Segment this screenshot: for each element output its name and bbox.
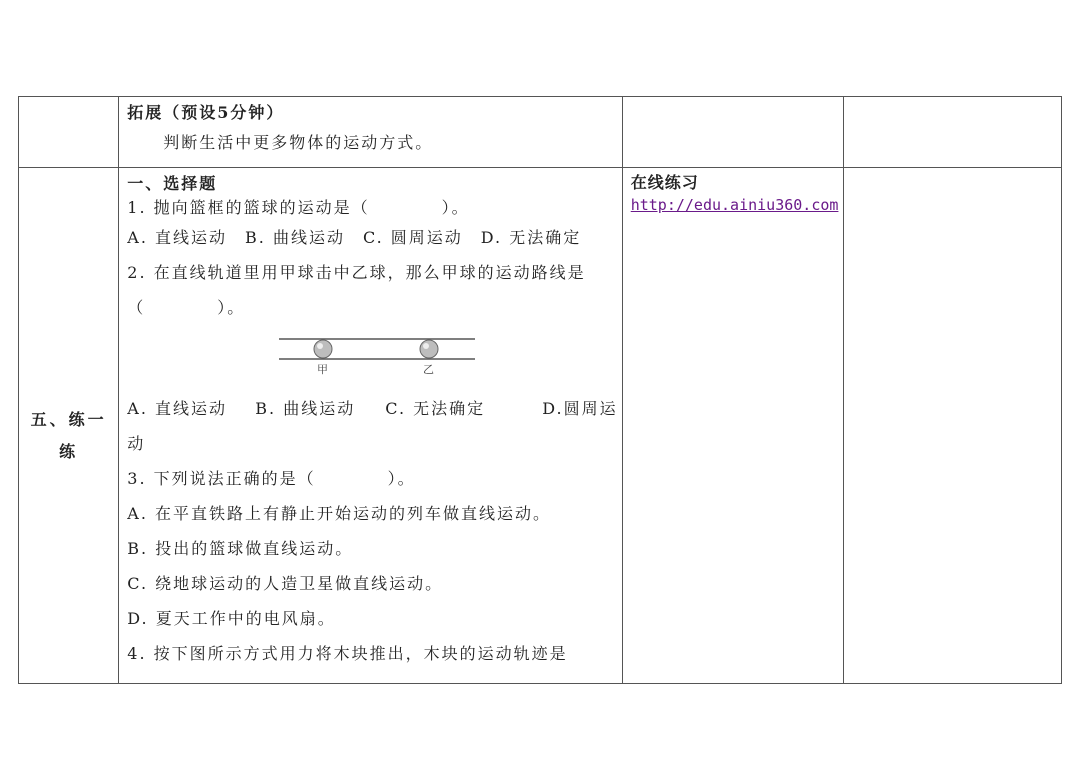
ball-label-a: 甲 <box>317 363 329 375</box>
question-3-option-d: D. 夏天工作中的电风扇。 <box>127 609 336 628</box>
question-2-option-c: C. 无法确定 <box>385 399 486 418</box>
question-2-option-d-cont: 动 <box>127 434 146 453</box>
ball-track-figure <box>127 325 621 391</box>
lesson-plan-table <box>18 96 1062 684</box>
section-label-line2: 练 <box>59 442 79 461</box>
question-2-line1: 2. 在直线轨道里用甲球击中乙球，那么甲球的运动路线是 <box>127 263 586 282</box>
question-1-options: A. 直线运动 B. 曲线运动 C. 圆周运动 D. 无法确定 <box>127 228 582 247</box>
question-2-line2: （ ）。 <box>127 298 246 317</box>
ball-track-diagram <box>277 325 477 375</box>
exercise-cell <box>119 168 622 684</box>
ball-label-b: 乙 <box>423 363 435 375</box>
question-3: 3. 下列说法正确的是（ ）。 <box>127 469 416 488</box>
extension-heading: 拓展（预设5分钟） <box>127 103 285 122</box>
section-label-line1: 五、练一 <box>30 410 107 429</box>
question-2-option-a: A. 直线运动 <box>127 399 228 418</box>
online-practice-title: 在线练习 <box>630 173 699 192</box>
question-3-option-a: A. 在平直铁路上有静止开始运动的列车做直线运动。 <box>127 504 552 523</box>
online-practice-cell <box>622 168 844 684</box>
exercise-heading: 一、选择题 <box>127 174 218 193</box>
question-1: 1. 抛向篮框的篮球的运动是（ ）。 <box>127 198 470 217</box>
notes-cell-empty <box>844 97 1062 168</box>
notes-cell <box>844 168 1062 684</box>
section-label-cell-empty <box>19 97 119 168</box>
extension-text: 判断生活中更多物体的运动方式。 <box>163 133 434 152</box>
online-practice-link[interactable]: http://edu.ainiu360.com <box>630 196 839 214</box>
question-4: 4. 按下图所示方式用力将木块推出，木块的运动轨迹是 <box>127 644 568 663</box>
question-2-option-d: D.圆周运 <box>542 399 618 418</box>
section-label <box>19 168 118 468</box>
table-row-practice <box>19 168 1062 684</box>
question-3-option-b: B. 投出的篮球做直线运动。 <box>127 539 354 558</box>
question-2-option-b: B. 曲线运动 <box>255 399 356 418</box>
question-3-option-c: C. 绕地球运动的人造卫星做直线运动。 <box>127 574 444 593</box>
table-row-extension <box>19 97 1062 168</box>
extension-cell <box>119 97 622 168</box>
question-2-options <box>127 391 621 426</box>
resource-cell-empty <box>622 97 844 168</box>
section-label-cell <box>19 168 119 684</box>
